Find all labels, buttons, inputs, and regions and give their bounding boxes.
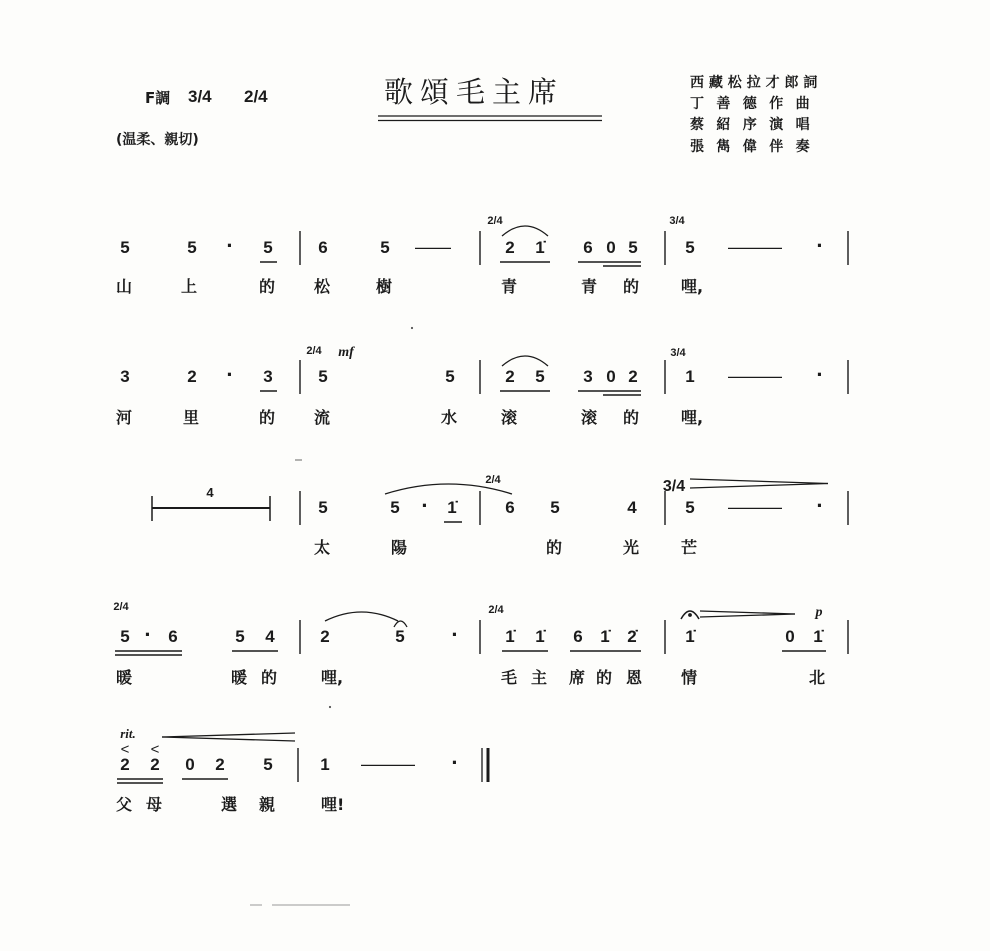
duration-dot: · xyxy=(226,362,234,387)
note: 5 xyxy=(380,238,390,257)
lyric-syllable: 滚 xyxy=(581,408,598,427)
extension-dash: —— xyxy=(728,497,782,517)
duration-dot: · xyxy=(451,622,459,647)
note: 5 xyxy=(235,627,245,646)
duration-dot: · xyxy=(816,493,824,518)
credit-performer: 蔡紹序演唱 xyxy=(690,117,822,133)
scan-speck xyxy=(329,706,331,708)
lyric-syllable: 父 xyxy=(116,795,133,814)
note: 5 xyxy=(120,627,130,646)
lyric-syllable: 太 xyxy=(314,538,331,557)
note: 1̇ xyxy=(447,498,457,517)
fermata xyxy=(688,613,692,617)
dynamic-marking: p xyxy=(815,605,823,620)
note: 0 xyxy=(606,367,616,386)
note: 4 xyxy=(627,498,637,517)
note: 5 xyxy=(550,498,560,517)
slur xyxy=(325,612,398,621)
lyric-syllable: 哩, xyxy=(681,277,704,296)
time-signature: 3/4 xyxy=(670,347,686,359)
time-signature: 2/4 xyxy=(306,345,322,357)
time-signature: 2/4 xyxy=(488,604,504,616)
dynamic-marking: mf xyxy=(338,345,354,360)
note: 2 xyxy=(150,755,160,774)
note: 1̇ xyxy=(535,627,545,646)
note: 2̇ xyxy=(627,627,637,646)
duration-dot: · xyxy=(144,622,152,647)
lyric-syllable: 光 xyxy=(623,538,640,557)
note: 1̇ xyxy=(685,627,695,646)
key-signature: F調 xyxy=(145,89,171,107)
slur xyxy=(502,356,548,366)
lyric-syllable: 上 xyxy=(181,277,198,296)
song-title: 歌頌毛主席 xyxy=(384,75,565,109)
note: 5 xyxy=(318,498,328,517)
scan-speck xyxy=(411,327,413,329)
extension-dash: —— xyxy=(415,237,451,257)
tempo-marking: rit. xyxy=(120,726,136,741)
lyric-syllable: 里 xyxy=(183,408,200,427)
lyric-syllable: 母 xyxy=(146,795,163,814)
note: 4 xyxy=(265,627,275,646)
note: 2 xyxy=(215,755,225,774)
lyric-syllable: 恩 xyxy=(626,668,643,687)
slur xyxy=(502,226,548,236)
lyric-syllable: 的 xyxy=(546,538,563,557)
note: 6 xyxy=(168,627,178,646)
lyric-syllable: 的 xyxy=(623,277,640,296)
lyric-syllable: 山 xyxy=(116,277,133,296)
note: 5 xyxy=(187,238,197,257)
note: 5 xyxy=(685,498,695,517)
duration-dot: · xyxy=(421,493,429,518)
note: 5 xyxy=(263,238,273,257)
hairpin xyxy=(162,737,295,741)
time-signature: 2/4 xyxy=(244,87,268,106)
hairpin xyxy=(700,611,795,614)
lyric-syllable: 陽 xyxy=(391,538,408,557)
lyric-syllable: 主 xyxy=(531,668,548,687)
note: 2 xyxy=(187,367,197,386)
lyric-syllable: 青 xyxy=(581,277,598,296)
note: 2 xyxy=(505,367,515,386)
lyric-syllable: 的 xyxy=(623,408,640,427)
lyric-syllable: 的 xyxy=(596,668,613,687)
lyric-syllable: 芒 xyxy=(681,538,698,557)
lyric-syllable: 毛 xyxy=(501,668,518,687)
note: 3 xyxy=(263,367,273,386)
time-signature: 3/4 xyxy=(188,87,212,106)
hairpin xyxy=(700,614,795,617)
time-signature: 2/4 xyxy=(487,215,503,227)
note: 5 xyxy=(318,367,328,386)
lyric-syllable: 暖 xyxy=(116,668,133,687)
note: 5 xyxy=(120,238,130,257)
lyric-syllable: 的 xyxy=(261,668,278,687)
fermata xyxy=(681,611,699,619)
time-signature: 2/4 xyxy=(485,474,501,486)
multi-rest-count: 4 xyxy=(206,485,214,500)
lyric-syllable: 哩, xyxy=(681,408,704,427)
lyric-syllable: 北 xyxy=(809,668,826,687)
lyric-syllable: 河 xyxy=(116,408,133,427)
note: 1̇ xyxy=(600,627,610,646)
duration-dot: · xyxy=(816,362,824,387)
note: 5 xyxy=(445,367,455,386)
note: 2 xyxy=(320,627,330,646)
hairpin xyxy=(162,733,295,737)
lyric-syllable: 青 xyxy=(501,277,518,296)
note: 5 xyxy=(685,238,695,257)
note: 5 xyxy=(535,367,545,386)
note: 5 xyxy=(390,498,400,517)
note: 5 xyxy=(263,755,273,774)
lyric-syllable: 席 xyxy=(569,668,586,687)
note: 0 xyxy=(185,755,195,774)
note: 1 xyxy=(685,367,695,386)
note: 6 xyxy=(505,498,515,517)
lyric-syllable: 暖 xyxy=(231,668,248,687)
note: 0 xyxy=(785,627,795,646)
expression-marking: (温柔、親切) xyxy=(116,132,199,148)
duration-dot: · xyxy=(226,233,234,258)
credit-lyricist: 西藏松拉才郎詞 xyxy=(690,75,823,91)
lyric-syllable: 哩! xyxy=(321,795,345,814)
lyric-syllable: 的 xyxy=(259,408,276,427)
accent-mark: < xyxy=(150,741,160,758)
lyric-syllable: 松 xyxy=(314,277,331,296)
note: 6 xyxy=(573,627,583,646)
note: 2 xyxy=(628,367,638,386)
lyric-syllable: 滚 xyxy=(501,408,518,427)
note: 5 xyxy=(395,627,405,646)
duration-dot: · xyxy=(451,750,459,775)
lyric-syllable: 流 xyxy=(314,408,331,427)
duration-dot: · xyxy=(816,233,824,258)
extension-dash: —— xyxy=(728,237,782,257)
extension-dash: —— xyxy=(361,754,415,774)
note: 3 xyxy=(583,367,593,386)
credit-accompanist: 張雋偉伴奏 xyxy=(690,139,822,155)
note: 1 xyxy=(320,755,330,774)
note: 2 xyxy=(505,238,515,257)
lyric-syllable: 哩, xyxy=(321,668,344,687)
lyric-syllable: 樹 xyxy=(376,277,393,296)
time-signature: 3/4 xyxy=(662,478,686,495)
note: 2 xyxy=(120,755,130,774)
hairpin xyxy=(690,484,828,489)
time-signature: 2/4 xyxy=(113,601,129,613)
accent-mark: < xyxy=(120,741,130,758)
hairpin xyxy=(690,479,828,484)
note: 1̇ xyxy=(505,627,515,646)
time-signature: 3/4 xyxy=(669,215,685,227)
note: 0 xyxy=(606,238,616,257)
note: 6 xyxy=(583,238,593,257)
credit-composer: 丁善德作曲 xyxy=(690,96,822,112)
note: 5 xyxy=(628,238,638,257)
note: 1̇ xyxy=(535,238,545,257)
extension-dash: —— xyxy=(728,366,782,386)
lyric-syllable: 水 xyxy=(441,408,458,427)
note: 1̇ xyxy=(813,627,823,646)
note: 6 xyxy=(318,238,328,257)
note: 3 xyxy=(120,367,130,386)
lyric-syllable: 親 xyxy=(259,795,276,814)
lyric-syllable: 情 xyxy=(681,668,698,687)
lyric-syllable: 選 xyxy=(221,795,238,814)
lyric-syllable: 的 xyxy=(259,277,276,296)
